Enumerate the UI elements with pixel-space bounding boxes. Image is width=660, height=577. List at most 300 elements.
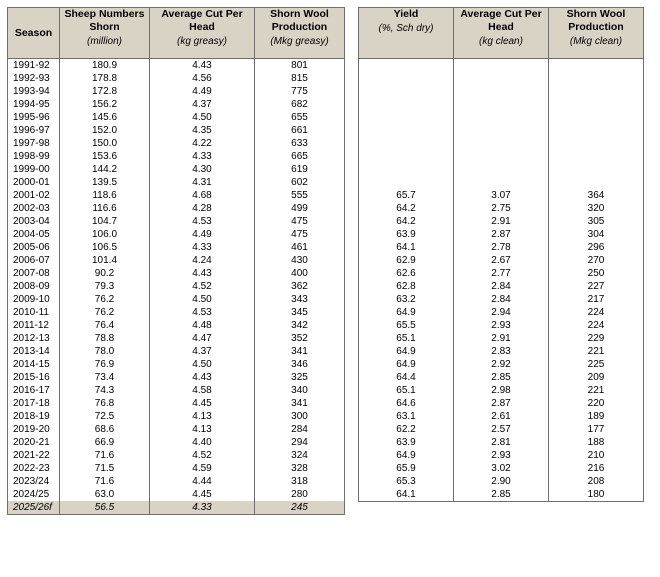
table-cell: 2.75 [454,202,549,215]
table-cell [359,85,454,98]
table-cell [359,124,454,137]
table-cell: 221 [549,384,644,397]
table-row [8,280,345,293]
table-cell [549,85,644,98]
table-row [8,319,345,332]
table-cell: 217 [549,293,644,306]
table-row [359,267,644,280]
table-cell [454,176,549,189]
table-cell: 63.9 [359,436,454,449]
header-title: Average Cut Per Head [460,8,542,33]
table-cell: 64.9 [359,345,454,358]
table-cell: 328 [255,462,345,475]
table-row [359,228,644,241]
table-row [359,137,644,150]
table-row [8,345,345,358]
wool-production-table-clean [358,7,644,502]
table-cell: 325 [255,371,345,384]
table-cell: 66.9 [60,436,150,449]
table-cell: 65.1 [359,332,454,345]
table-cell: 4.37 [150,345,255,358]
table-row [359,59,644,73]
table-cell: 3.07 [454,189,549,202]
table-row [8,163,345,176]
table-cell: 2016-17 [8,384,60,397]
table-cell: 1993-94 [8,85,60,98]
table-row [8,410,345,423]
header-title: Average Cut Per Head [161,8,243,33]
table-row [8,202,345,215]
table-cell: 64.6 [359,397,454,410]
table-cell: 2.94 [454,306,549,319]
table-row [359,163,644,176]
table-cell: 2009-10 [8,293,60,306]
table-cell: 118.6 [60,189,150,202]
table-cell: 64.2 [359,215,454,228]
table-cell: 801 [255,59,345,73]
shorn-wool-greasy-header [255,8,345,59]
header-unit: (kg greasy) [176,36,227,47]
table-cell: 2.85 [454,371,549,384]
table-cell: 78.8 [60,332,150,345]
table-cell: 4.59 [150,462,255,475]
table-cell: 294 [255,436,345,449]
table-cell: 76.2 [60,293,150,306]
table-cell: 2008-09 [8,280,60,293]
table-cell: 4.44 [150,475,255,488]
table-cell [454,85,549,98]
table-row [359,98,644,111]
table-row [359,371,644,384]
table-cell: 4.52 [150,280,255,293]
table-cell: 63.0 [60,488,150,501]
table-cell [549,124,644,137]
table-cell [359,59,454,73]
table-cell: 4.31 [150,176,255,189]
table-cell: 4.33 [150,241,255,254]
table-cell: 324 [255,449,345,462]
table-cell: 296 [549,241,644,254]
table-cell: 225 [549,358,644,371]
table-cell: 655 [255,111,345,124]
table-cell: 2020-21 [8,436,60,449]
table-row [8,423,345,436]
table-cell: 2004-05 [8,228,60,241]
table-cell: 221 [549,345,644,358]
table-row [359,475,644,488]
table-cell: 208 [549,475,644,488]
table-cell [549,72,644,85]
table-cell [549,59,644,73]
table-cell: 1994-95 [8,98,60,111]
table-cell: 65.9 [359,462,454,475]
table-cell: 4.56 [150,72,255,85]
avg-cut-clean-header [454,8,549,59]
table-cell: 4.28 [150,202,255,215]
table-cell [454,98,549,111]
header-unit: (%, Sch dry) [378,23,434,34]
table-cell [549,150,644,163]
season-header [8,8,60,59]
table-row [8,215,345,228]
table-cell: 65.3 [359,475,454,488]
table-cell [454,137,549,150]
header-title: Shorn Wool Production [270,8,329,33]
header-title: Yield [393,8,419,20]
table-row [8,475,345,488]
table-cell: 2013-14 [8,345,60,358]
table-cell: 4.22 [150,137,255,150]
table-cell: 4.58 [150,384,255,397]
table-cell: 815 [255,72,345,85]
table-cell: 64.9 [359,306,454,319]
table-cell [359,98,454,111]
table-row [359,384,644,397]
table-cell: 1992-93 [8,72,60,85]
header-row [359,8,644,59]
table-cell: 2025/26f [8,501,60,515]
table-cell: 2022-23 [8,462,60,475]
table-cell: 104.7 [60,215,150,228]
table-cell: 71.5 [60,462,150,475]
table-cell: 280 [255,488,345,501]
table-cell: 65.1 [359,384,454,397]
table-cell: 4.40 [150,436,255,449]
table-cell [549,98,644,111]
header-title: Season [14,26,53,39]
table-row [359,111,644,124]
table-row [359,436,644,449]
table-cell: 1996-97 [8,124,60,137]
table-row [359,462,644,475]
table-cell: 4.47 [150,332,255,345]
table-cell: 2011-12 [8,319,60,332]
table-cell: 665 [255,150,345,163]
table-cell: 76.4 [60,319,150,332]
table-row [359,241,644,254]
table-cell [359,137,454,150]
table-cell [549,111,644,124]
table-cell: 4.33 [150,501,255,515]
table-cell: 633 [255,137,345,150]
table-cell: 284 [255,423,345,436]
table-cell: 180 [549,488,644,502]
table-cell: 2000-01 [8,176,60,189]
table-row [359,189,644,202]
table-cell: 4.50 [150,111,255,124]
header-unit: (Mkg clean) [569,36,623,47]
table-cell: 2017-18 [8,397,60,410]
header-unit: (Mkg greasy) [270,36,329,47]
table-cell: 62.9 [359,254,454,267]
table-cell: 72.5 [60,410,150,423]
table-cell: 177 [549,423,644,436]
table-cell: 342 [255,319,345,332]
table-cell [549,163,644,176]
table-row [8,254,345,267]
table-cell: 661 [255,124,345,137]
table-cell: 340 [255,384,345,397]
table-cell: 2.61 [454,410,549,423]
table-cell: 4.43 [150,267,255,280]
table-cell: 150.0 [60,137,150,150]
table-cell: 2.87 [454,397,549,410]
header-title: Shorn Wool Production [566,8,626,33]
table-cell: 4.48 [150,319,255,332]
table-row [8,98,345,111]
table-cell: 2012-13 [8,332,60,345]
table-cell [359,111,454,124]
table-cell: 56.5 [60,501,150,515]
table-row [359,293,644,306]
table-cell: 2.67 [454,254,549,267]
table-cell: 64.9 [359,358,454,371]
table-row [359,488,644,502]
table-cell: 1991-92 [8,59,60,73]
avg-cut-greasy-header [150,8,255,59]
table-cell [454,124,549,137]
table-cell: 74.3 [60,384,150,397]
table-cell: 2003-04 [8,215,60,228]
table-row [8,293,345,306]
table-cell: 62.2 [359,423,454,436]
table-cell: 189 [549,410,644,423]
table-row [359,124,644,137]
table-cell: 4.33 [150,150,255,163]
table-cell [359,72,454,85]
table-cell: 2.83 [454,345,549,358]
table-cell: 270 [549,254,644,267]
table-cell: 227 [549,280,644,293]
table-cell: 65.7 [359,189,454,202]
table-cell: 4.13 [150,423,255,436]
table-cell: 4.35 [150,124,255,137]
table-cell: 172.8 [60,85,150,98]
table-cell: 4.49 [150,85,255,98]
table-cell: 2007-08 [8,267,60,280]
table-row [359,280,644,293]
shorn-wool-clean-header [549,8,644,59]
table-cell: 144.2 [60,163,150,176]
table-cell: 2010-11 [8,306,60,319]
table-cell: 229 [549,332,644,345]
table-cell: 475 [255,215,345,228]
table-row [8,228,345,241]
table-row [359,345,644,358]
table-cell [359,176,454,189]
table-cell: 499 [255,202,345,215]
table-cell: 2006-07 [8,254,60,267]
table-cell: 4.53 [150,215,255,228]
table-cell: 318 [255,475,345,488]
table-cell: 62.8 [359,280,454,293]
table-cell: 76.2 [60,306,150,319]
table-row [8,59,345,73]
table-cell: 73.4 [60,371,150,384]
table-cell: 1998-99 [8,150,60,163]
table-cell [454,59,549,73]
table-cell: 2.84 [454,280,549,293]
table-cell: 4.68 [150,189,255,202]
table-row [8,150,345,163]
table-row [8,358,345,371]
table-cell: 461 [255,241,345,254]
table-cell: 145.6 [60,111,150,124]
table-cell: 304 [549,228,644,241]
table-cell: 2.57 [454,423,549,436]
table-cell: 2001-02 [8,189,60,202]
table-row [8,124,345,137]
table-cell: 220 [549,397,644,410]
table-cell: 2023/24 [8,475,60,488]
table-cell: 2.85 [454,488,549,502]
table-cell: 4.50 [150,358,255,371]
table-cell: 63.1 [359,410,454,423]
table-cell: 364 [549,189,644,202]
table-cell: 188 [549,436,644,449]
table-cell: 153.6 [60,150,150,163]
table-row [359,85,644,98]
table-cell: 341 [255,397,345,410]
table-row [359,150,644,163]
table-row [359,176,644,189]
table-cell: 116.6 [60,202,150,215]
table-cell: 64.1 [359,241,454,254]
table-row [8,371,345,384]
table-row [359,423,644,436]
table-cell: 2.78 [454,241,549,254]
table-row [359,410,644,423]
table-cell: 2.92 [454,358,549,371]
table-cell: 71.6 [60,449,150,462]
header-row [8,8,345,59]
table-row [8,137,345,150]
table-cell: 152.0 [60,124,150,137]
table-row [359,397,644,410]
table-cell: 346 [255,358,345,371]
table-cell: 180.9 [60,59,150,73]
table-cell: 2014-15 [8,358,60,371]
table-cell: 341 [255,345,345,358]
table-row [8,384,345,397]
table-cell: 2024/25 [8,488,60,501]
table-row [359,254,644,267]
table-cell: 216 [549,462,644,475]
table-cell: 63.2 [359,293,454,306]
table-cell [549,176,644,189]
table-cell: 64.1 [359,488,454,502]
table-cell: 1997-98 [8,137,60,150]
table-cell: 2019-20 [8,423,60,436]
table-cell: 4.45 [150,397,255,410]
table-row [8,449,345,462]
table-cell: 602 [255,176,345,189]
table-cell: 64.2 [359,202,454,215]
table-cell: 63.9 [359,228,454,241]
table-cell: 101.4 [60,254,150,267]
table-cell: 2002-03 [8,202,60,215]
table-cell: 4.52 [150,449,255,462]
table-cell: 4.49 [150,228,255,241]
table-cell: 178.8 [60,72,150,85]
table-cell [359,163,454,176]
table-cell: 2.93 [454,449,549,462]
table-cell: 139.5 [60,176,150,189]
table-row [8,501,345,515]
table-cell: 106.0 [60,228,150,241]
table-cell: 475 [255,228,345,241]
table-cell: 65.5 [359,319,454,332]
table-row [8,488,345,501]
table-cell: 224 [549,319,644,332]
table-cell: 4.24 [150,254,255,267]
table-cell: 2005-06 [8,241,60,254]
table-row [8,176,345,189]
table-row [359,332,644,345]
table-cell: 343 [255,293,345,306]
table-cell [549,137,644,150]
table-cell [454,111,549,124]
table-row [8,436,345,449]
table-cell: 224 [549,306,644,319]
table-cell: 362 [255,280,345,293]
table-cell: 156.2 [60,98,150,111]
table-cell: 1995-96 [8,111,60,124]
table-cell: 90.2 [60,267,150,280]
table-cell: 682 [255,98,345,111]
table-row [359,358,644,371]
table-row [359,319,644,332]
table-cell: 79.3 [60,280,150,293]
table-row [8,332,345,345]
table-cell: 4.30 [150,163,255,176]
table-cell: 2.98 [454,384,549,397]
table-cell: 775 [255,85,345,98]
table-cell: 76.8 [60,397,150,410]
table-cell: 2.90 [454,475,549,488]
header-unit: (kg clean) [479,36,523,47]
table-cell [454,72,549,85]
table-row [8,397,345,410]
table-row [359,215,644,228]
table-cell: 4.13 [150,410,255,423]
table-cell: 1999-00 [8,163,60,176]
wool-production-table-greasy [7,7,345,515]
table-cell: 4.50 [150,293,255,306]
table-row [8,462,345,475]
table-cell [454,150,549,163]
table-cell: 78.0 [60,345,150,358]
table-cell: 71.6 [60,475,150,488]
table-row [8,267,345,280]
table-cell: 4.43 [150,59,255,73]
table-row [8,85,345,98]
table-row [8,72,345,85]
table-cell: 2.91 [454,215,549,228]
table-row [8,111,345,124]
table-row [359,202,644,215]
table-cell: 2.81 [454,436,549,449]
table-row [359,72,644,85]
table-cell: 2.77 [454,267,549,280]
table-cell: 245 [255,501,345,515]
header-unit: (million) [87,36,122,47]
table-cell: 2.84 [454,293,549,306]
table-cell: 400 [255,267,345,280]
table-cell: 2021-22 [8,449,60,462]
table-cell: 300 [255,410,345,423]
table-cell: 64.4 [359,371,454,384]
